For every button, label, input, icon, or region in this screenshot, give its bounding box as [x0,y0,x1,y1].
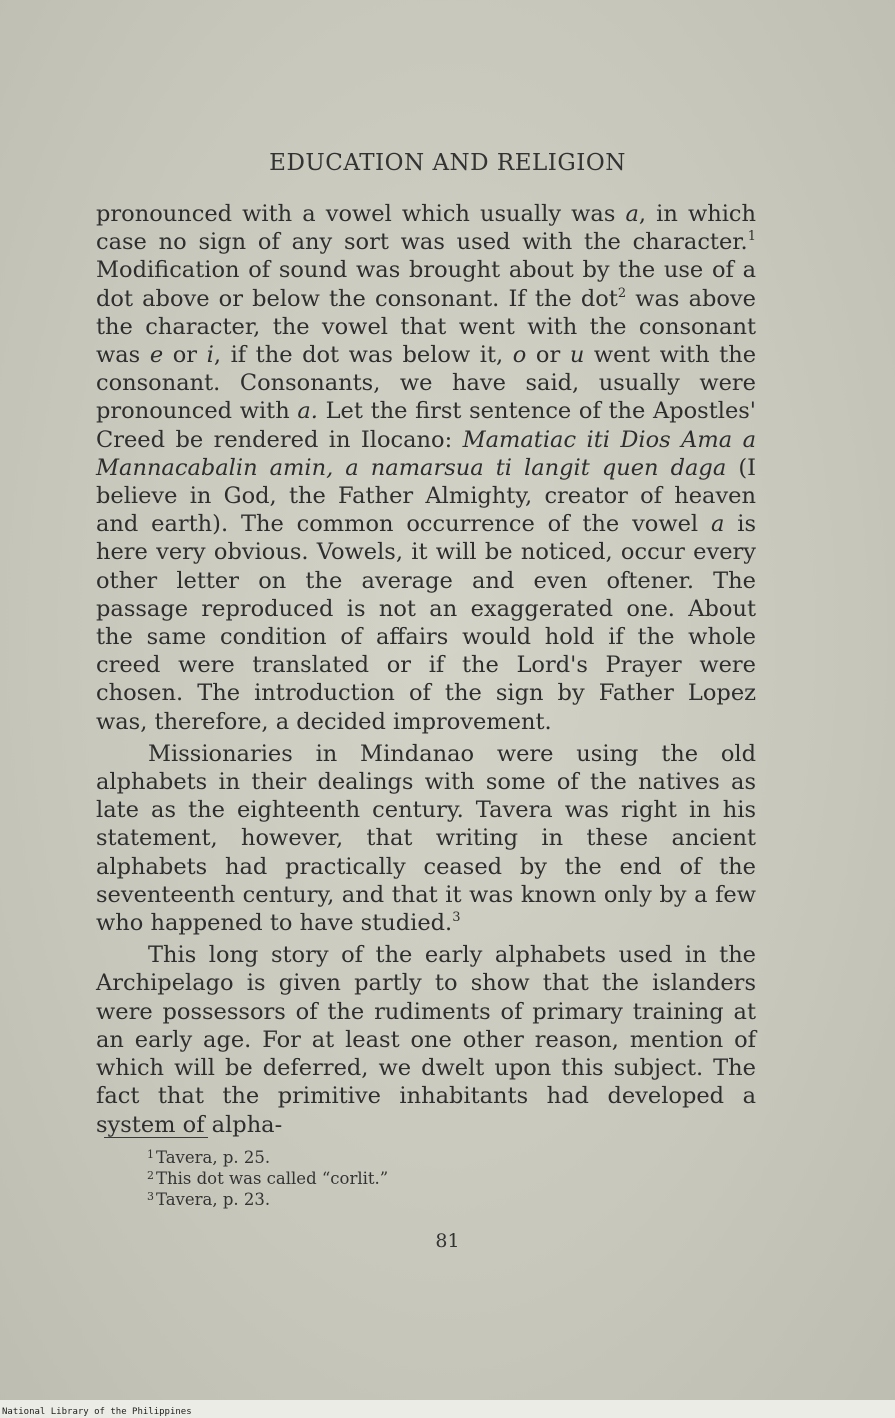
running-head: EDUCATION AND RELIGION [269,150,626,176]
footnote-ref-1: 1 [747,229,756,245]
footnote-2: $^2$ This dot was called “corlit.” [147,1169,389,1188]
footnote-3: $^3$ Tavera, p. 23. [147,1190,271,1209]
paragraph-2: Missionaries in Mindanao were using the old alphabets in their dealings with some of the natives as late as the eighteenth century. Tavera was right in his statement, however, that writing in these ancient alphabets had practically ceased by the end of the seventeenth century, and that it was known only by a few who happened to have studied.$^3$ [96,740,756,937]
paragraph-3: This long story of the early alphabets used in the Archipelago is given partly to show that the islanders were possessors of the rudiments of primary training at an early age. For at least one other reason, mention of which will be deferred, we dwelt upon this subject. The fact that the primitive inhabitants had developed a system of alpha- [96,942,756,1138]
footnotes [147,1147,388,1210]
footnote-1: $^1$ Tavera, p. 25. [147,1148,271,1167]
footnote-ref-2: 2 [617,285,627,301]
footnote-ref-3: 3 [452,910,461,926]
body-text [96,200,756,1139]
ilocano-creed: Mamatiac iti Dios Ama a Mannacabalin amin, a namarsua ti langit quen daga [96,426,756,481]
paragraph-1: pronounced with a vowel which usually was a, in which case no sign of any sort was used with the character.$^1$ Modification of sound was brought about by the use of a dot above or below the consonant. If the dot$^2$ was above the character, the vowel that went with the consonant was e or i, if the dot was below it, o or u went with the consonant. Consonants, we have said, usually were pronounced with a. Let the first sentence of the Apostles' Creed be rendered in Ilocano: Mamatiac iti Dios Ama a Mannacabalin amin, a namarsua ti langit quen daga (I believe in God, the Father Almighty, creator of heaven and earth). The common occurrence of the vowel a is here very obvious. Vowels, it will be noticed, occur every other letter on the average and even oftener. The passage reproduced is not an exaggerated one. About the same condition of affairs would hold if the whole creed were translated or if the Lord's Prayer were chosen. The introduction of the sign by Father Lopez was, therefore, a decided improvement. [96,201,757,735]
scan-credit: National Library of the Philippines [2,1407,192,1417]
footnote-divider [104,1137,208,1138]
page-number: 81 [435,1230,460,1252]
